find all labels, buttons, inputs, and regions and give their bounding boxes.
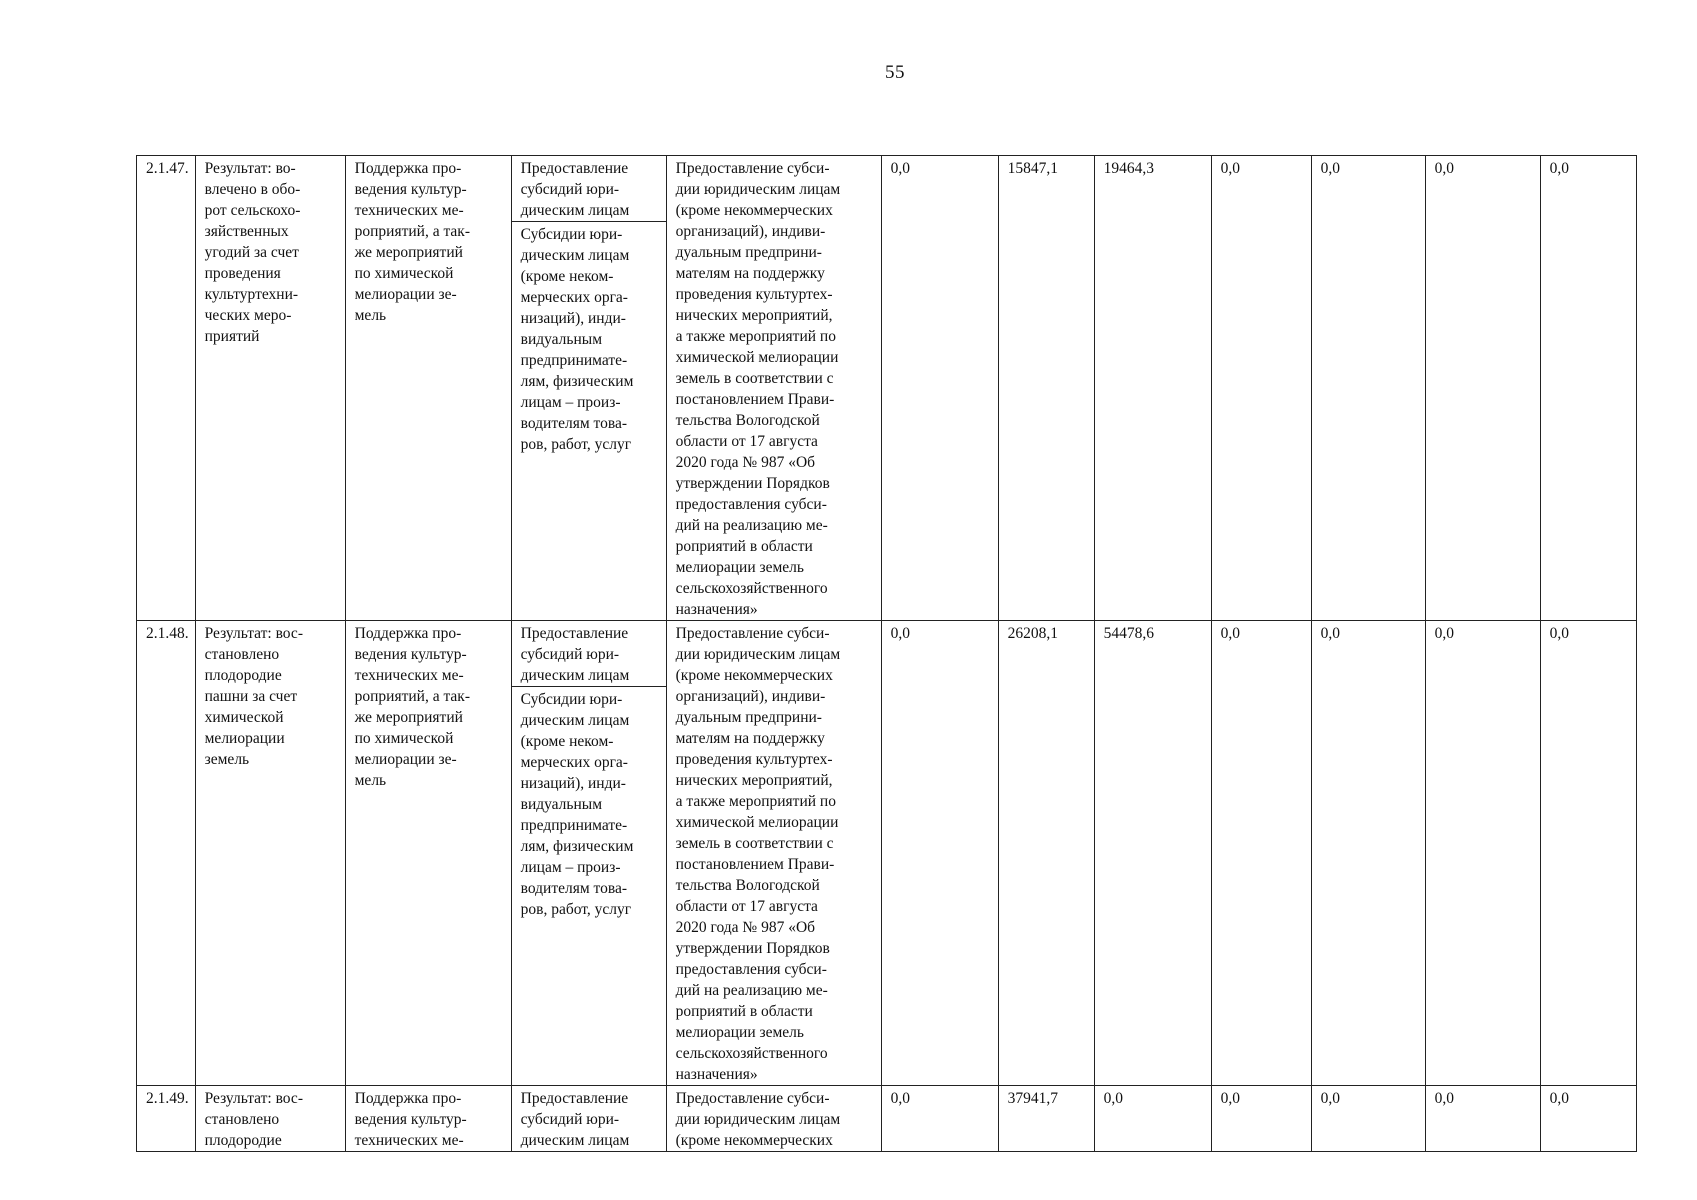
text-line: дическим лицам bbox=[520, 667, 630, 684]
text-line: мель bbox=[354, 772, 387, 789]
text-line: 2020 года № 987 «Об bbox=[675, 454, 816, 471]
text-line: дуальным предприни- bbox=[675, 244, 822, 261]
text-line: влечено в обо- bbox=[204, 181, 301, 198]
text-line: химической bbox=[204, 709, 284, 726]
instrument-type bbox=[512, 158, 666, 222]
text-line: земель в соответствии с bbox=[675, 835, 834, 852]
instrument-type bbox=[512, 1088, 666, 1151]
instrument-cell bbox=[511, 1086, 666, 1152]
text-line: Предоставление субси- bbox=[675, 160, 830, 177]
text-line: Субсидии юри- bbox=[520, 691, 623, 708]
text-line: плодородие bbox=[204, 667, 282, 684]
recipients bbox=[512, 687, 666, 920]
text-line: низаций), инди- bbox=[520, 310, 626, 327]
text-line: роприятий в области bbox=[675, 1003, 813, 1020]
table-row bbox=[137, 621, 1637, 1086]
text-line: рот сельскохо- bbox=[204, 202, 301, 219]
text-line: а также мероприятий по bbox=[675, 793, 836, 810]
text-line: назначения» bbox=[675, 1066, 758, 1083]
text-line: организаций), индиви- bbox=[675, 688, 826, 705]
text-line: культуртехни- bbox=[204, 286, 299, 303]
value-cell: 54478,6 bbox=[1094, 621, 1211, 1086]
text-line: области от 17 августа bbox=[675, 433, 818, 450]
result-cell bbox=[195, 156, 345, 621]
text-line: предоставления субси- bbox=[675, 496, 827, 513]
text-line: дическим лицам bbox=[520, 712, 630, 729]
text-line: дии юридическим лицам bbox=[675, 181, 841, 198]
value-cell: 0,0 bbox=[1311, 621, 1425, 1086]
text-line: Предоставление bbox=[520, 625, 629, 642]
text-line: субсидий юри- bbox=[520, 1111, 620, 1128]
text-line: Результат: вос- bbox=[204, 1090, 303, 1107]
value-cell: 0,0 bbox=[1211, 621, 1311, 1086]
text-line: мателям на поддержку bbox=[675, 730, 825, 747]
text-line: утверждении Порядков bbox=[675, 475, 830, 492]
text-line: предпринимате- bbox=[520, 352, 628, 369]
text-line: лицам – произ- bbox=[520, 394, 621, 411]
text-line: плодородие bbox=[204, 1132, 282, 1149]
instrument-split bbox=[512, 1088, 666, 1151]
text-line: мателям на поддержку bbox=[675, 265, 825, 282]
row-number: 2.1.47. bbox=[137, 156, 196, 621]
text-line: Результат: во- bbox=[204, 160, 296, 177]
value-cell: 0,0 bbox=[1211, 1086, 1311, 1152]
text-line: химической мелиорации bbox=[675, 349, 839, 366]
recipients bbox=[512, 222, 666, 455]
text-line: лям, физическим bbox=[520, 373, 634, 390]
text-line: химической мелиорации bbox=[675, 814, 839, 831]
instrument-split bbox=[512, 623, 666, 920]
text-line: Субсидии юри- bbox=[520, 226, 623, 243]
text-line: водителям това- bbox=[520, 415, 627, 432]
text-line: роприятий в области bbox=[675, 538, 813, 555]
text-line: (кроме неком- bbox=[520, 733, 614, 750]
text-line: ведения культур- bbox=[354, 181, 467, 198]
text-line: ров, работ, услуг bbox=[520, 436, 632, 453]
text-line: роприятий, а так- bbox=[354, 688, 470, 705]
text-line: нических мероприятий, bbox=[675, 307, 833, 324]
text-line: водителям това- bbox=[520, 880, 627, 897]
text-line: видуальным bbox=[520, 331, 603, 348]
text-line: ческих меро- bbox=[204, 307, 292, 324]
text-line: мерческих орга- bbox=[520, 754, 628, 771]
text-line: дии юридическим лицам bbox=[675, 1111, 841, 1128]
text-line: дий на реализацию ме- bbox=[675, 982, 828, 999]
text-line: угодий за счет bbox=[204, 244, 299, 261]
text-line: дуальным предприни- bbox=[675, 709, 822, 726]
value-cell: 19464,3 bbox=[1094, 156, 1211, 621]
text-line: низаций), инди- bbox=[520, 775, 626, 792]
text-line: ведения культур- bbox=[354, 646, 467, 663]
value-cell: 0,0 bbox=[1425, 1086, 1540, 1152]
value-cell: 0,0 bbox=[881, 156, 998, 621]
text-line: ров, работ, услуг bbox=[520, 901, 632, 918]
text-line: дическим лицам bbox=[520, 1132, 630, 1149]
text-line: лям, физическим bbox=[520, 838, 634, 855]
text-line: ведения культур- bbox=[354, 1111, 467, 1128]
text-line: предпринимате- bbox=[520, 817, 628, 834]
row-number: 2.1.49. bbox=[137, 1086, 196, 1152]
text-line: приятий bbox=[204, 328, 260, 345]
text-line: тельства Вологодской bbox=[675, 412, 820, 429]
text-line: дии юридическим лицам bbox=[675, 646, 841, 663]
text-line: утверждении Порядков bbox=[675, 940, 830, 957]
description-cell bbox=[666, 1086, 881, 1152]
program-table bbox=[136, 155, 1637, 1152]
value-cell: 26208,1 bbox=[998, 621, 1094, 1086]
value-cell: 37941,7 bbox=[998, 1086, 1094, 1152]
text-line: организаций), индиви- bbox=[675, 223, 826, 240]
text-line: Предоставление субси- bbox=[675, 1090, 830, 1107]
text-line: зяйственных bbox=[204, 223, 289, 240]
instrument-cell bbox=[511, 156, 666, 621]
text-line: Поддержка про- bbox=[354, 1090, 462, 1107]
value-cell: 0,0 bbox=[881, 1086, 998, 1152]
text-line: (кроме некоммерческих bbox=[675, 667, 833, 684]
value-cell: 0,0 bbox=[1311, 1086, 1425, 1152]
text-line: мелиорации bbox=[204, 730, 285, 747]
table-row bbox=[137, 1086, 1637, 1152]
text-line: 2020 года № 987 «Об bbox=[675, 919, 816, 936]
value-cell: 0,0 bbox=[1540, 1086, 1636, 1152]
description-cell bbox=[666, 621, 881, 1086]
text-line: земель в соответствии с bbox=[675, 370, 834, 387]
value-cell: 0,0 bbox=[1425, 621, 1540, 1086]
text-line: тельства Вологодской bbox=[675, 877, 820, 894]
result-cell bbox=[195, 1086, 345, 1152]
text-line: мель bbox=[354, 307, 387, 324]
text-line: области от 17 августа bbox=[675, 898, 818, 915]
event-cell bbox=[345, 621, 511, 1086]
instrument-cell bbox=[511, 621, 666, 1086]
text-line: сельскохозяйственного bbox=[675, 1045, 828, 1062]
text-line: (кроме некоммерческих bbox=[675, 1132, 833, 1149]
text-line: мелиорации земель bbox=[675, 1024, 804, 1041]
event-cell bbox=[345, 156, 511, 621]
description-cell bbox=[666, 156, 881, 621]
text-line: сельскохозяйственного bbox=[675, 580, 828, 597]
text-line: дическим лицам bbox=[520, 202, 630, 219]
text-line: Поддержка про- bbox=[354, 160, 462, 177]
text-line: (кроме неком- bbox=[520, 268, 614, 285]
text-line: Предоставление bbox=[520, 160, 629, 177]
text-line: назначения» bbox=[675, 601, 758, 618]
text-line: мелиорации земель bbox=[675, 559, 804, 576]
row-number: 2.1.48. bbox=[137, 621, 196, 1086]
text-line: проведения культуртех- bbox=[675, 286, 833, 303]
text-line: Результат: вос- bbox=[204, 625, 303, 642]
text-line: мелиорации зе- bbox=[354, 286, 457, 303]
text-line: постановлением Прави- bbox=[675, 856, 835, 873]
text-line: технических ме- bbox=[354, 1132, 464, 1149]
value-cell: 0,0 bbox=[1540, 621, 1636, 1086]
text-line: Поддержка про- bbox=[354, 625, 462, 642]
text-line: же мероприятий bbox=[354, 244, 463, 261]
text-line: пашни за счет bbox=[204, 688, 298, 705]
text-line: по химической bbox=[354, 730, 454, 747]
text-line: (кроме некоммерческих bbox=[675, 202, 833, 219]
text-line: же мероприятий bbox=[354, 709, 463, 726]
instrument-split bbox=[512, 158, 666, 455]
value-cell: 0,0 bbox=[1311, 156, 1425, 621]
instrument-type bbox=[512, 623, 666, 687]
value-cell: 0,0 bbox=[881, 621, 998, 1086]
text-line: дий на реализацию ме- bbox=[675, 517, 828, 534]
text-line: становлено bbox=[204, 1111, 280, 1128]
text-line: постановлением Прави- bbox=[675, 391, 835, 408]
value-cell: 0,0 bbox=[1425, 156, 1540, 621]
text-line: субсидий юри- bbox=[520, 646, 620, 663]
text-line: проведения культуртех- bbox=[675, 751, 833, 768]
text-line: а также мероприятий по bbox=[675, 328, 836, 345]
text-line: проведения bbox=[204, 265, 281, 282]
page-number: 55 bbox=[885, 62, 905, 83]
text-line: Предоставление субси- bbox=[675, 625, 830, 642]
event-cell bbox=[345, 1086, 511, 1152]
text-line: видуальным bbox=[520, 796, 603, 813]
text-line: мелиорации зе- bbox=[354, 751, 457, 768]
text-line: предоставления субси- bbox=[675, 961, 827, 978]
text-line: Предоставление bbox=[520, 1090, 629, 1107]
text-line: мерческих орга- bbox=[520, 289, 628, 306]
text-line: дическим лицам bbox=[520, 247, 630, 264]
text-line: нических мероприятий, bbox=[675, 772, 833, 789]
text-line: субсидий юри- bbox=[520, 181, 620, 198]
text-line: технических ме- bbox=[354, 667, 464, 684]
text-line: по химической bbox=[354, 265, 454, 282]
text-line: роприятий, а так- bbox=[354, 223, 470, 240]
value-cell: 0,0 bbox=[1211, 156, 1311, 621]
text-line: лицам – произ- bbox=[520, 859, 621, 876]
result-cell bbox=[195, 621, 345, 1086]
text-line: становлено bbox=[204, 646, 280, 663]
text-line: земель bbox=[204, 751, 250, 768]
text-line: технических ме- bbox=[354, 202, 464, 219]
value-cell: 0,0 bbox=[1540, 156, 1636, 621]
value-cell: 0,0 bbox=[1094, 1086, 1211, 1152]
table-row bbox=[137, 156, 1637, 621]
value-cell: 15847,1 bbox=[998, 156, 1094, 621]
